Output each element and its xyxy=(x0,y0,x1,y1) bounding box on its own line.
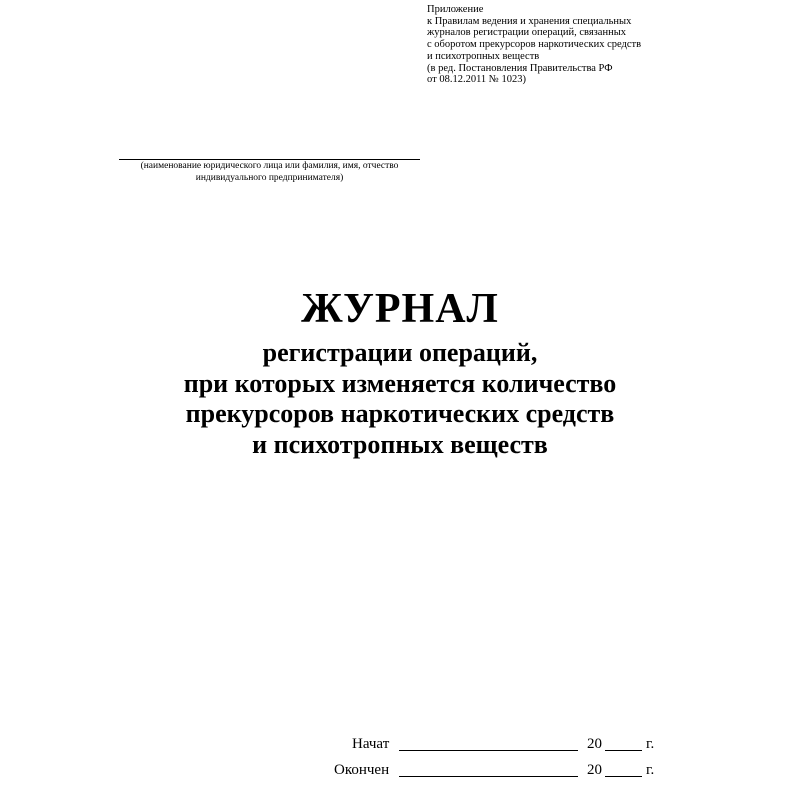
appendix-line: с оборотом прекурсоров наркотических средств xyxy=(427,39,642,51)
appendix-line: журналов регистрации операций, связанных xyxy=(427,27,627,39)
started-label: Начат xyxy=(352,736,390,752)
organization-caption xyxy=(119,161,420,184)
journal-subtitle xyxy=(0,338,800,460)
ended-year-suffix: г. xyxy=(646,762,655,778)
ended-year-blank xyxy=(605,776,642,777)
appendix-line: Приложение xyxy=(427,4,484,15)
ended-date-row xyxy=(0,760,800,784)
ended-label: Окончен xyxy=(334,762,390,778)
organization-caption-line: (наименование юридического лица или фамилия, имя, отчество xyxy=(140,161,399,171)
appendix-line: к Правилам ведения и хранения специальных xyxy=(427,15,632,27)
subtitle-line: регистрации операций, xyxy=(262,338,538,367)
started-date-row xyxy=(0,734,800,758)
appendix-line: и психотропных веществ xyxy=(427,50,540,62)
started-year-suffix: г. xyxy=(646,736,655,752)
subtitle-line: при которых изменяется количество xyxy=(183,368,617,398)
started-date-blank xyxy=(399,750,578,751)
subtitle-line: и психотропных веществ xyxy=(252,429,548,459)
journal-title: ЖУРНАЛ xyxy=(301,286,499,332)
subtitle-line: прекурсоров наркотических средств xyxy=(185,399,615,428)
started-year-blank xyxy=(605,750,642,751)
appendix-note xyxy=(427,4,787,86)
appendix-line: (в ред. Постановления Правительства РФ xyxy=(427,62,613,74)
started-year-prefix: 20 xyxy=(587,736,602,752)
organization-caption-line: индивидуального предпринимателя) xyxy=(195,172,344,183)
appendix-line: от 08.12.2011 № 1023) xyxy=(427,74,526,86)
ended-year-prefix: 20 xyxy=(587,762,602,778)
organization-name-line xyxy=(119,159,420,160)
title-block xyxy=(0,284,800,460)
ended-date-blank xyxy=(399,776,578,777)
